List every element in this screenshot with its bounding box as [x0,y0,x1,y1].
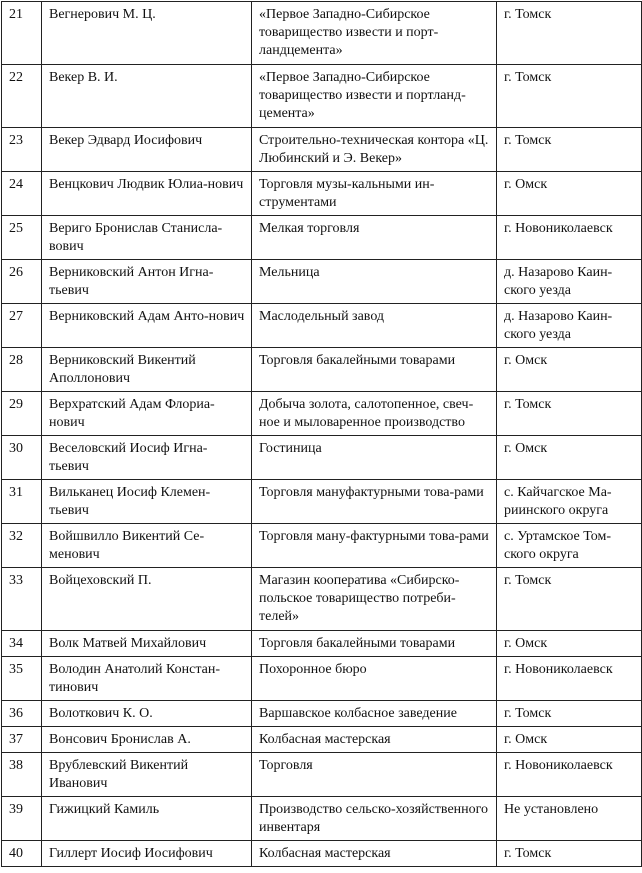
registry-table-body [2,2,642,867]
activity: «Первое Западно-Сибирское товарищество извести и портланд-цемента» [252,65,497,128]
location: д. Назарово Каин-ского уезда [497,260,642,304]
person-name: Венцкович Людвик Юлиа-нович [42,172,252,216]
row-number: 33 [2,568,42,631]
activity: Строительно-техническая контора «Ц. Любинский и Э. Векер» [252,128,497,172]
row-number: 24 [2,172,42,216]
table-row [2,216,642,260]
table-row [2,797,642,841]
row-number: 38 [2,753,42,797]
table-row [2,128,642,172]
table-row [2,304,642,348]
activity: Варшавское колбасное заведение [252,701,497,727]
row-number: 32 [2,524,42,568]
activity: Гостиница [252,436,497,480]
person-name: Вериго Бронислав Станисла-вович [42,216,252,260]
table-row [2,348,642,392]
person-name: Врублевский Викентий Иванович [42,753,252,797]
person-name: Верниковский Антон Игна-тьевич [42,260,252,304]
row-number: 28 [2,348,42,392]
activity: Торговля [252,753,497,797]
row-number: 31 [2,480,42,524]
activity: Торговля бакалейными товарами [252,631,497,657]
activity: Магазин кооператива «Сибирско-польское товарищество потреби-телей» [252,568,497,631]
location: г. Томск [497,128,642,172]
location: г. Омск [497,172,642,216]
activity: Мельница [252,260,497,304]
location: Не установлено [497,797,642,841]
person-name: Веселовский Иосиф Игна-тьевич [42,436,252,480]
table-row [2,2,642,65]
table-row [2,631,642,657]
table-row [2,524,642,568]
person-name: Гиллерт Иосиф Иосифович [42,841,252,867]
person-name: Войшвилло Викентий Се-менович [42,524,252,568]
person-name: Гижицкий Камиль [42,797,252,841]
row-number: 36 [2,701,42,727]
activity: Торговля бакалейными товарами [252,348,497,392]
location: г. Томск [497,701,642,727]
activity: Торговля ману-фактурными това-рами [252,524,497,568]
location: с. Уртамское Том-ского округа [497,524,642,568]
location: г. Томск [497,65,642,128]
row-number: 30 [2,436,42,480]
location: г. Омск [497,436,642,480]
row-number: 34 [2,631,42,657]
location: г. Новониколаевск [497,216,642,260]
row-number: 23 [2,128,42,172]
table-row [2,657,642,701]
table-row [2,260,642,304]
registry-table [1,1,642,867]
table-row [2,568,642,631]
activity: Торговля мануфактурными това-рами [252,480,497,524]
row-number: 27 [2,304,42,348]
person-name: Векер Эдвард Иосифович [42,128,252,172]
activity: «Первое Западно-Сибирское товарищество извести и порт-ландцемента» [252,2,497,65]
person-name: Володин Анатолий Констан-тинович [42,657,252,701]
location: г. Томск [497,568,642,631]
row-number: 37 [2,727,42,753]
row-number: 25 [2,216,42,260]
person-name: Вильканец Иосиф Клемен-тьевич [42,480,252,524]
location: г. Томск [497,392,642,436]
table-row [2,436,642,480]
table-row [2,480,642,524]
location: г. Новониколаевск [497,753,642,797]
person-name: Вонсович Бронислав А. [42,727,252,753]
person-name: Вегнерович М. Ц. [42,2,252,65]
row-number: 35 [2,657,42,701]
location: с. Кайчагское Ма-риинского округа [497,480,642,524]
table-row [2,392,642,436]
table-row [2,727,642,753]
row-number: 40 [2,841,42,867]
person-name: Волоткович К. О. [42,701,252,727]
activity: Колбасная мастерская [252,727,497,753]
table-row [2,753,642,797]
activity: Производство сельско-хозяйственного инвентаря [252,797,497,841]
table-row [2,701,642,727]
activity: Маслодельный завод [252,304,497,348]
row-number: 21 [2,2,42,65]
location: г. Омск [497,348,642,392]
table-row [2,65,642,128]
person-name: Войцеховский П. [42,568,252,631]
activity: Торговля музы-кальными ин-струментами [252,172,497,216]
location: г. Омск [497,631,642,657]
row-number: 26 [2,260,42,304]
person-name: Верниковский Викентий Аполлонович [42,348,252,392]
row-number: 22 [2,65,42,128]
person-name: Векер В. И. [42,65,252,128]
person-name: Верхратский Адам Флориа-нович [42,392,252,436]
activity: Мелкая торговля [252,216,497,260]
activity: Добыча золота, салотопенное, свеч-ное и мыловаренное производство [252,392,497,436]
person-name: Волк Матвей Михайлович [42,631,252,657]
activity: Колбасная мастерская [252,841,497,867]
activity: Похоронное бюро [252,657,497,701]
row-number: 29 [2,392,42,436]
location: г. Омск [497,727,642,753]
location: г. Новониколаевск [497,657,642,701]
person-name: Верниковский Адам Анто-нович [42,304,252,348]
location: д. Назарово Каин-ского уезда [497,304,642,348]
row-number: 39 [2,797,42,841]
location: г. Томск [497,2,642,65]
location: г. Томск [497,841,642,867]
table-row [2,172,642,216]
table-row [2,841,642,867]
